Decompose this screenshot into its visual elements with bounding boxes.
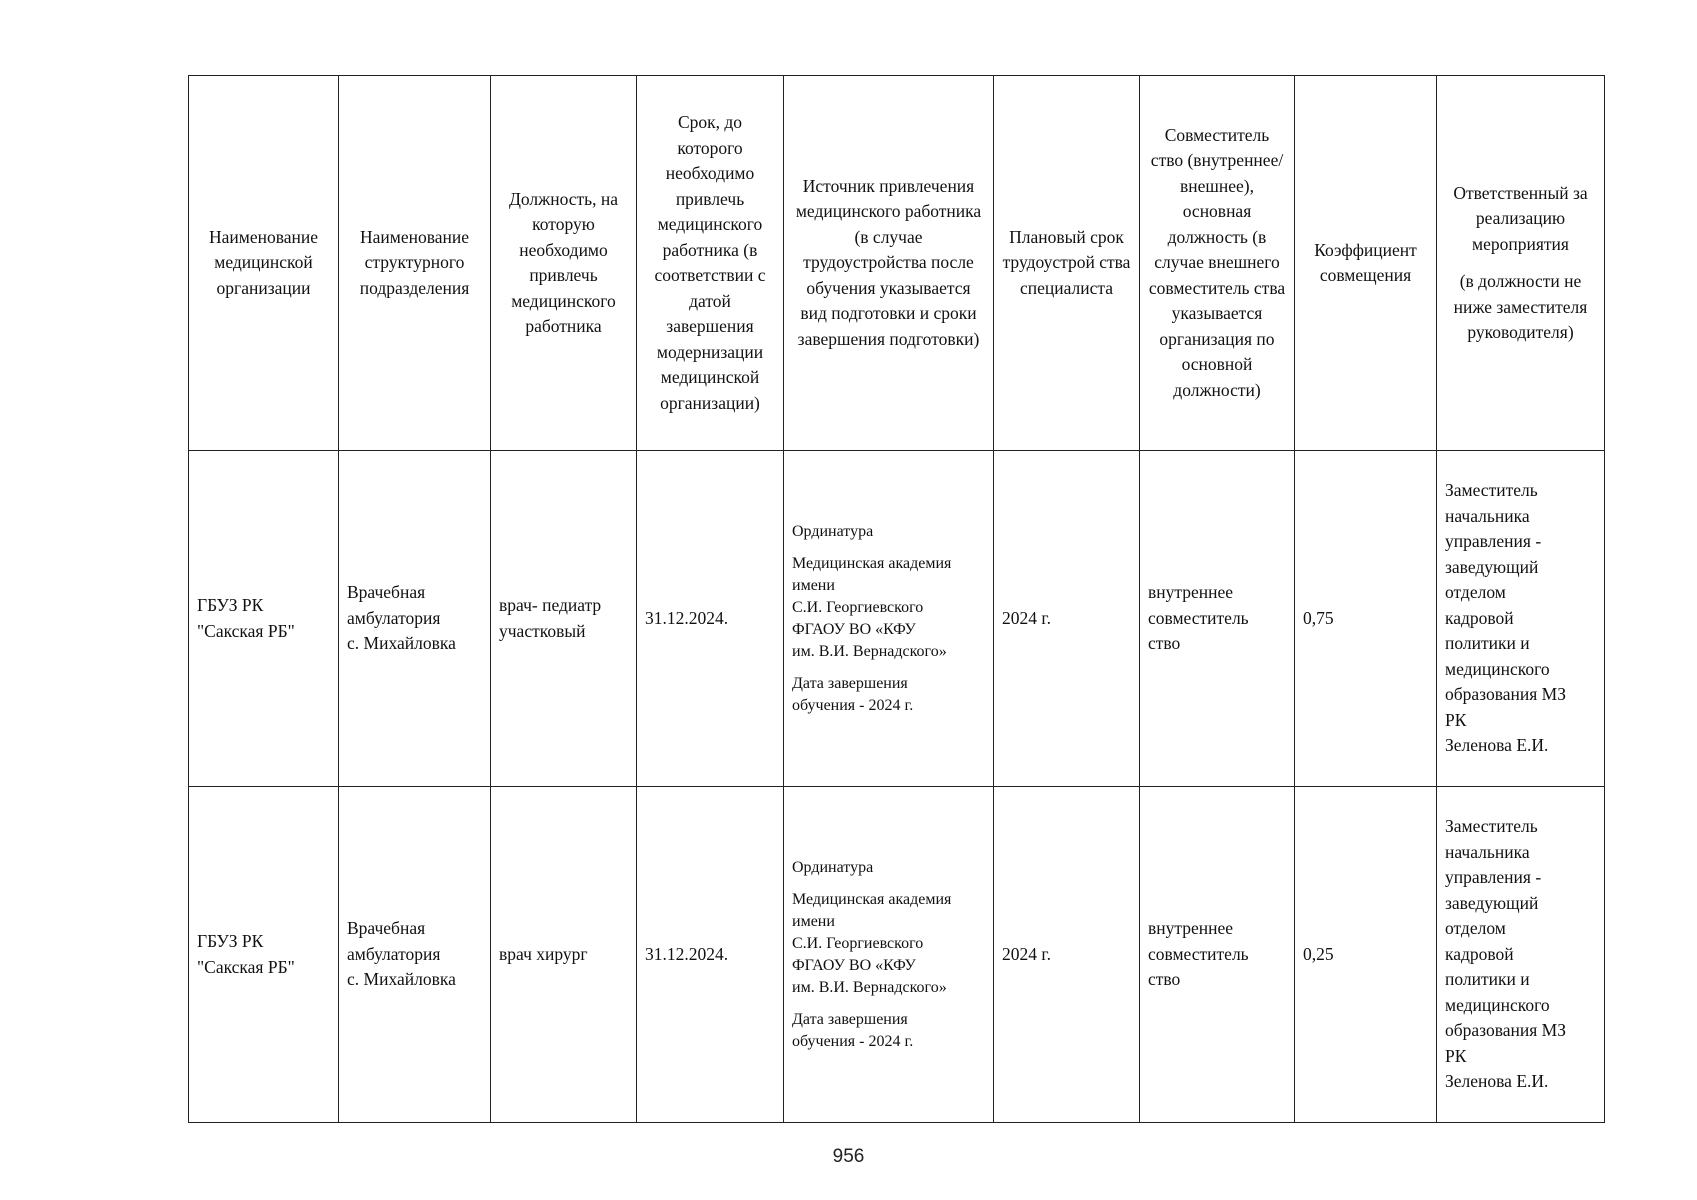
cell-responsible: Заместитель начальника управления - заведующий отделом кадровой политики и медицинского образования МЗ РК Зеленова Е.И. [1437,451,1605,787]
cell-unit: Врачебная амбулатория с. Михайловка [339,451,491,787]
source-completion: Дата завершения обучения - 2024 г. [792,674,914,714]
source-completion: Дата завершения обучения - 2024 г. [792,1010,914,1050]
header-source: Источник привлечения медицинского работника (в случае трудоустройства после обучения указывается вид подготовки и сроки завершения подготовки) [784,76,994,451]
cell-deadline: 31.12.2024. [637,787,784,1123]
cell-coefficient: 0,75 [1295,451,1437,787]
table-row [189,787,1605,1123]
cell-deadline: 31.12.2024. [637,451,784,787]
source-institution: Медицинская академия имени С.И. Георгиевского ФГАОУ ВО «КФУ им. В.И. Вернадского» [792,890,952,996]
header-unit: Наименование структурного подразделения [339,76,491,451]
staffing-table [188,75,1605,1123]
source-type: Ординатура [792,858,874,876]
page-number: 956 [832,1146,865,1167]
header-position: Должность, на которую необходимо привлечь медицинского работника [491,76,637,451]
header-combination: Совместитель ство (внутреннее/ внешнее), основная должность (в случае внешнего совместитель ства указывается организация по основной должности) [1140,76,1295,451]
cell-planned: 2024 г. [994,451,1140,787]
cell-planned: 2024 г. [994,787,1140,1123]
cell-unit: Врачебная амбулатория с. Михайловка [339,787,491,1123]
cell-org: ГБУЗ РК "Сакская РБ" [189,451,339,787]
cell-coefficient: 0,25 [1295,787,1437,1123]
cell-combination: внутреннее совместитель ство [1140,451,1295,787]
source-institution: Медицинская академия имени С.И. Георгиевского ФГАОУ ВО «КФУ им. В.И. Вернадского» [792,554,952,660]
table-row [189,451,1605,787]
header-org: Наименование медицинской организации [189,76,339,451]
header-responsible-title: Ответственный за реализацию мероприятия [1453,182,1588,254]
header-planned: Плановый срок трудоустрой ства специалиста [994,76,1140,451]
cell-responsible: Заместитель начальника управления - заведующий отделом кадровой политики и медицинского образования МЗ РК Зеленова Е.И. [1437,787,1605,1123]
header-coefficient: Коэффициент совмещения [1295,76,1437,451]
header-responsible [1437,76,1605,451]
header-responsible-note: (в должности не ниже заместителя руководителя) [1453,271,1588,342]
cell-combination: внутреннее совместитель ство [1140,787,1295,1123]
header-row [189,76,1605,451]
source-type: Ординатура [792,522,874,540]
cell-position: врач хирург [491,787,637,1123]
cell-org: ГБУЗ РК "Сакская РБ" [189,787,339,1123]
header-deadline: Срок, до которого необходимо привлечь медицинского работника (в соответствии с датой завершения модернизации медицинской организации) [637,76,784,451]
cell-source [784,451,994,787]
cell-source [784,787,994,1123]
cell-position: врач- педиатр участковый [491,451,637,787]
